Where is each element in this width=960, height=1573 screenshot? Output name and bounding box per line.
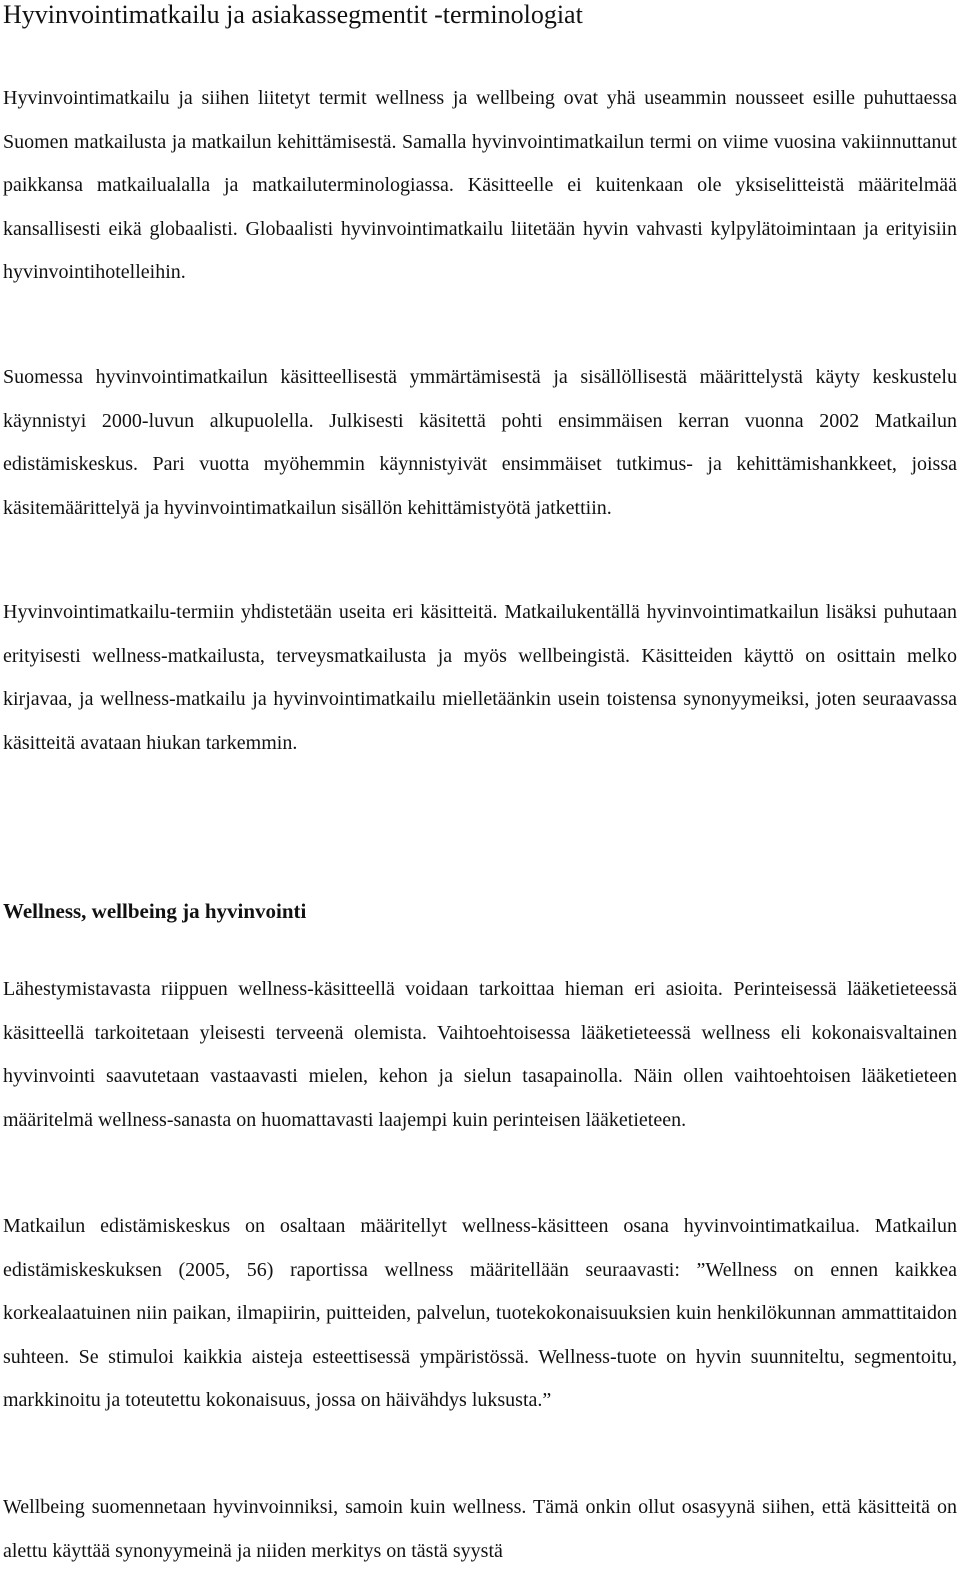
paragraph-intro-2: Suomessa hyvinvointimatkailun käsitteellisestä ymmärtämisestä ja sisällöllisestä määrittelystä käyty keskustelu käynnistyi 2000-luvun alkupuolella. Julkisesti käsitettä pohti ensimmäisen kerran vuonna 2002 Matkailun edistämiskeskus. Pari vuotta myöhemmin käynnistyivät ensimmäiset tutkimus- ja kehittämishankkeet, joissa käsitemäärittelyä ja hyvinvointimatkailun sisällön kehittämistyötä jatkettiin. [3, 366, 957, 519]
paragraph-intro-1: Hyvinvointimatkailu ja siihen liitetyt termit wellness ja wellbeing ovat yhä useammin nousseet esille puhuttaessa Suomen matkailusta ja matkailun kehittämisestä. Samalla hyvinvointimatkailun termi on viime vuosina vakiinnuttanut paikkansa matkailualalla ja matkailuterminologiassa. Käsitteelle ei kuitenkaan ole yksiselitteistä määritelmää kansallisesti eikä globaalisti. Globaalisti hyvinvointimatkailu liitetään hyvin vahvasti kylpylätoimintaan ja erityisiin hyvinvointihotelleihin. [3, 87, 957, 284]
paragraph-intro-3: Hyvinvointimatkailu-termiin yhdistetään useita eri käsitteitä. Matkailukentällä hyvinvointimatkailun lisäksi puhutaan erityisesti wellness-matkailusta, terveysmatkailusta ja myös wellbeingistä. Käsitteiden käyttö on osittain melko kirjavaa, ja wellness-matkailu ja hyvinvointimatkailu mielletäänkin usein toistensa synonyymeiksi, joten seuraavassa käsitteitä avataan hiukan tarkemmin. [3, 601, 957, 754]
document-title: Hyvinvointimatkailu ja asiakassegmentit -terminologiat [3, 0, 583, 29]
paragraph-wellness-definition: Lähestymistavasta riippuen wellness-käsitteellä voidaan tarkoittaa hieman eri asioita. Perinteisessä lääketieteessä käsitteellä tarkoitetaan yleisesti terveenä olemista. Vaihtoehtoisessa lääketieteessä wellness eli kokonaisvaltainen hyvinvointi saavutetaan vastaavasti mielen, kehon ja sielun tasapainolla. Näin ollen vaihtoehtoisen lääketieteen määritelmä wellness-sanasta on huomattavasti laajempi kuin perinteisen lääketieteen. [3, 978, 957, 1131]
paragraph-wellbeing: Wellbeing suomennetaan hyvinvoinniksi, samoin kuin wellness. Tämä onkin ollut osasyynä siihen, että käsitteitä on alettu käyttää synonyymeinä ja niiden merkitys on tästä syystä [3, 1496, 957, 1562]
paragraph-mek-definition: Matkailun edistämiskeskus on osaltaan määritellyt wellness-käsitteen osana hyvinvointimatkailua. Matkailun edistämiskeskuksen (2005, 56) raportissa wellness määritellään seuraavasti: ”Wellness on ennen kaikkea korkealaatuinen niin paikan, ilmapiirin, puitteiden, palvelun, tuotekokonaisuuksien kuin henkilökunnan ammattitaidon suhteen. Se stimuloi kaikkia aisteja esteettisessä ympäristössä. Wellness-tuote on hyvin suunniteltu, segmentoitu, markkinoitu ja toteutettu kokonaisuus, jossa on häivähdys luksusta.” [3, 1215, 957, 1412]
section-heading: Wellness, wellbeing ja hyvinvointi [3, 899, 307, 923]
